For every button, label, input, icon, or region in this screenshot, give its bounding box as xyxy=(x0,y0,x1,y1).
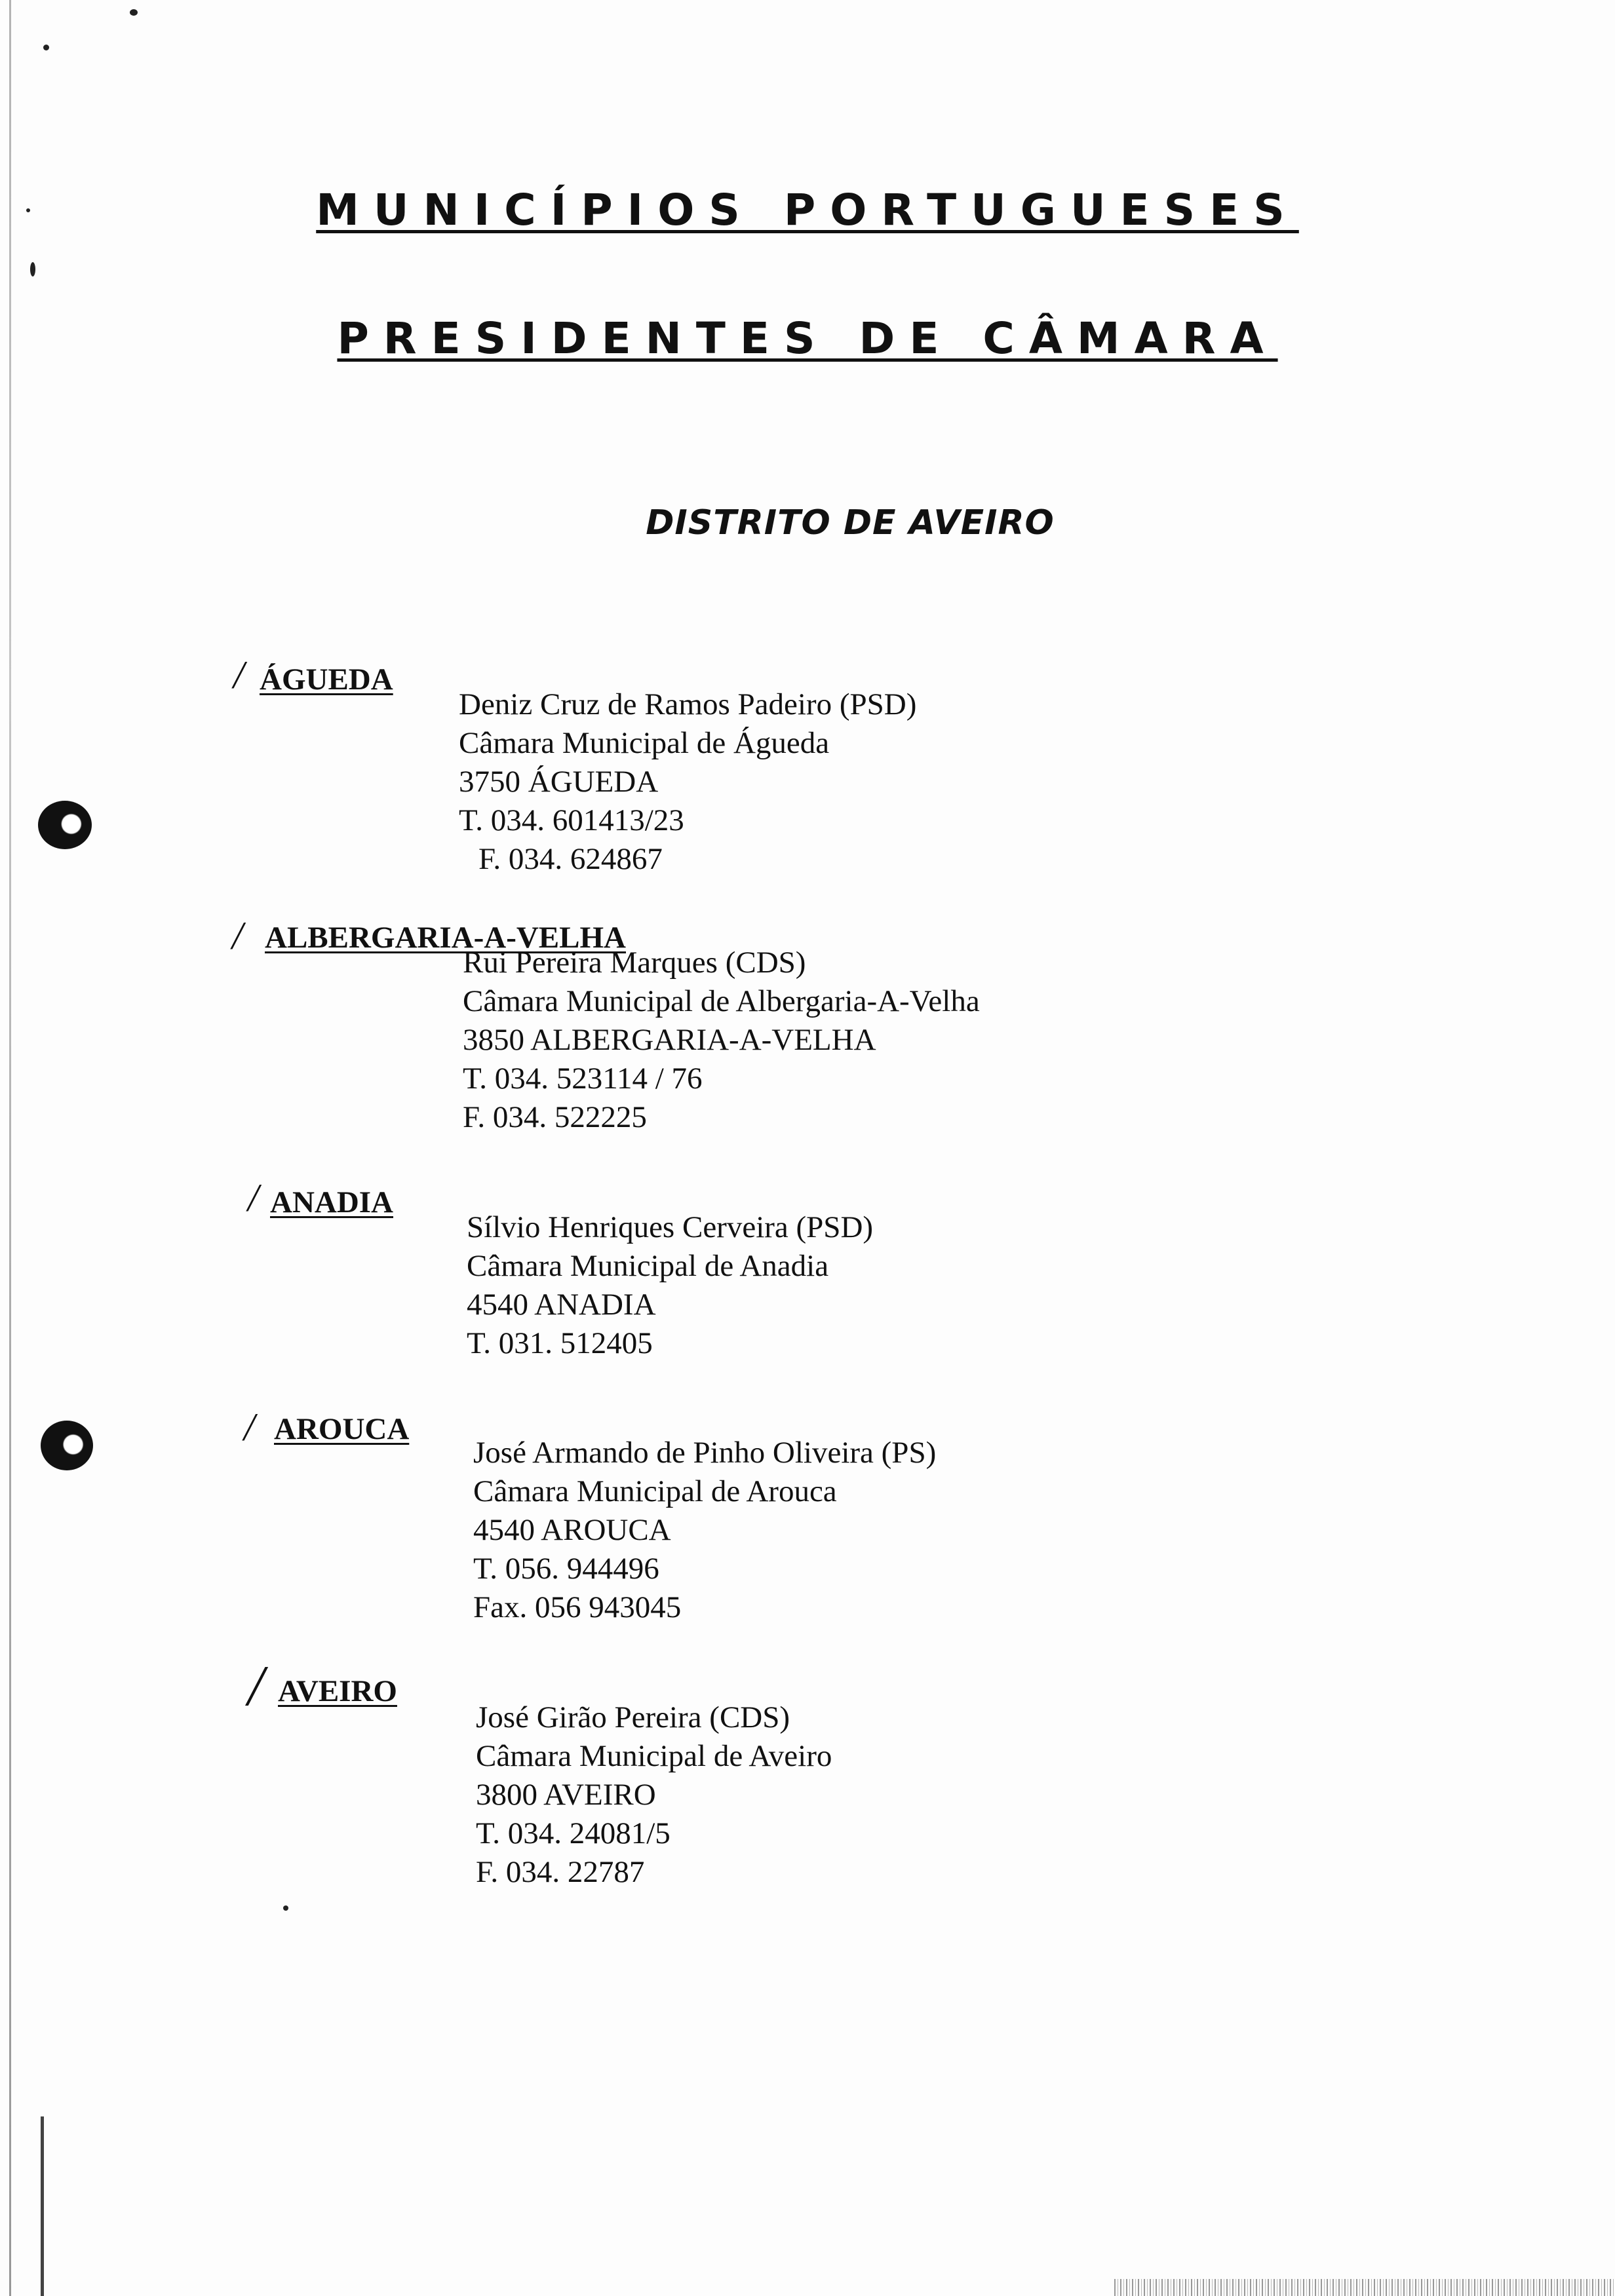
council-office: Câmara Municipal de Águeda xyxy=(459,726,830,760)
president-name: Sílvio Henriques Cerveira (PSD) xyxy=(467,1210,874,1244)
scan-speck xyxy=(130,9,138,16)
scan-speck xyxy=(30,262,35,277)
phone-number: T. 034. 24081/5 xyxy=(476,1816,671,1850)
scan-noise xyxy=(1114,2279,1615,2296)
president-name: Rui Pereira Marques (CDS) xyxy=(463,946,806,980)
phone-number: T. 034. 523114 / 76 xyxy=(463,1062,703,1096)
president-name: José Armando de Pinho Oliveira (PS) xyxy=(473,1436,937,1470)
council-office: Câmara Municipal de Arouca xyxy=(473,1474,837,1508)
fax-number: Fax. 056 943045 xyxy=(473,1590,682,1624)
district-heading: DISTRITO DE AVEIRO xyxy=(646,503,1055,543)
municipality-name: ÁGUEDA xyxy=(260,662,393,697)
president-name: Deniz Cruz de Ramos Padeiro (PSD) xyxy=(459,687,917,721)
check-mark-icon: / xyxy=(232,914,243,957)
fax-number: F. 034. 624867 xyxy=(478,842,663,876)
council-office: Câmara Municipal de Anadia xyxy=(467,1249,829,1283)
postal-address: 4540 ANADIA xyxy=(467,1288,656,1322)
contact-details xyxy=(476,1698,832,1892)
municipality-name: ANADIA xyxy=(270,1185,393,1219)
scan-speck xyxy=(43,45,49,50)
postal-address: 3850 ALBERGARIA-A-VELHA xyxy=(463,1023,876,1057)
check-mark-icon: / xyxy=(248,1176,259,1219)
phone-number: T. 031. 512405 xyxy=(467,1326,653,1360)
check-mark-icon: / xyxy=(244,1406,255,1449)
punch-hole-icon xyxy=(41,1421,93,1470)
fax-number: F. 034. 522225 xyxy=(463,1100,647,1134)
contact-details xyxy=(459,685,916,879)
council-office: Câmara Municipal de Albergaria-A-Velha xyxy=(463,984,980,1018)
contact-details xyxy=(463,944,980,1137)
scan-binding-edge xyxy=(41,2116,44,2296)
contact-details xyxy=(467,1208,873,1363)
postal-address: 4540 AROUCA xyxy=(473,1513,671,1547)
president-name: José Girão Pereira (CDS) xyxy=(476,1700,790,1734)
scan-speck xyxy=(283,1905,288,1911)
check-mark-icon: / xyxy=(233,653,244,697)
council-office: Câmara Municipal de Aveiro xyxy=(476,1739,832,1773)
phone-number: T. 034. 601413/23 xyxy=(459,803,684,837)
municipality-name: AVEIRO xyxy=(278,1674,397,1708)
contact-details xyxy=(473,1434,936,1627)
page-subtitle xyxy=(0,313,1615,364)
postal-address: 3750 ÁGUEDA xyxy=(459,765,659,799)
page-title xyxy=(0,185,1615,235)
page-subtitle-text: PRESIDENTES DE CÂMARA xyxy=(337,313,1278,364)
postal-address: 3800 AVEIRO xyxy=(476,1778,656,1812)
page-title-text: MUNICÍPIOS PORTUGUESES xyxy=(316,185,1299,235)
phone-number: T. 056. 944496 xyxy=(473,1552,659,1586)
check-mark-icon: / xyxy=(248,1655,264,1718)
fax-number: F. 034. 22787 xyxy=(476,1855,645,1889)
municipality-name: AROUCA xyxy=(274,1412,410,1446)
municipality-name: ALBERGARIA-A-VELHA xyxy=(265,921,626,955)
punch-hole-icon xyxy=(38,801,92,849)
